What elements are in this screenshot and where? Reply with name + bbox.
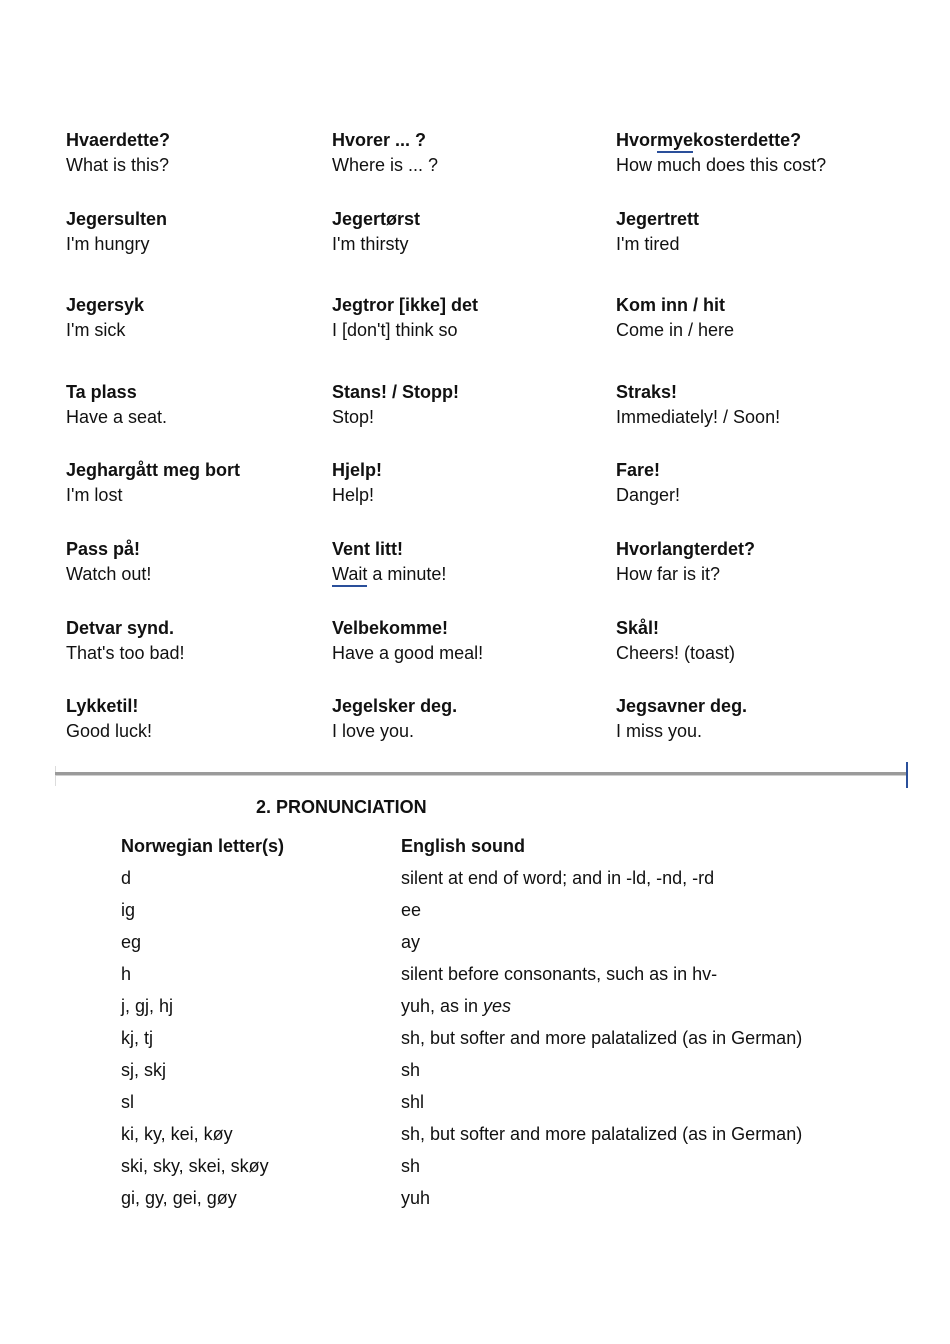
phrase-norwegian: Stans! / Stopp! <box>332 382 459 402</box>
phrase-item <box>66 694 152 744</box>
section-title: 2. PRONUNCIATION <box>256 797 427 817</box>
pronunciation-sound: sh <box>401 1156 421 1176</box>
pronunciation-sound <box>401 994 511 1018</box>
phrase-item <box>66 380 167 430</box>
pronunciation-letters: sj, skj <box>121 1060 166 1080</box>
divider-edge <box>55 766 56 786</box>
phrase-english: Stop! <box>332 407 375 427</box>
phrase-item <box>616 293 734 343</box>
column-header-sound: English sound <box>401 836 525 856</box>
phrase-english: Have a good meal! <box>332 643 484 663</box>
phrase-norwegian: Jegersyk <box>66 295 145 315</box>
phrase-norwegian <box>616 128 826 153</box>
spellcheck-underlined-word: mye <box>657 130 693 153</box>
phrase-item <box>616 458 680 508</box>
phrase-item <box>616 537 755 587</box>
pronunciation-sound: silent before consonants, such as in hv- <box>401 964 718 984</box>
phrase-norwegian: Jegtror [ikke] det <box>332 295 479 315</box>
pronunciation-letters: ki, ky, kei, køy <box>121 1124 233 1144</box>
pronunciation-letters: d <box>121 868 132 888</box>
pronunciation-sound: yuh <box>401 1188 431 1208</box>
pronunciation-sound: shl <box>401 1092 425 1112</box>
pronunciation-letters: gi, gy, gei, gøy <box>121 1188 237 1208</box>
phrase-item <box>332 380 459 430</box>
phrase-norwegian: Kom inn / hit <box>616 295 725 315</box>
phrase-norwegian: Jegsavner deg. <box>616 696 748 716</box>
phrase-item <box>332 537 446 587</box>
phrase-norwegian: Jeghargått meg bort <box>66 460 241 480</box>
pronunciation-letters: j, gj, hj <box>121 996 174 1016</box>
phrase-item <box>66 128 170 178</box>
phrase-english: Have a seat. <box>66 407 168 427</box>
phrase-item <box>332 207 420 257</box>
phrase-english <box>332 562 446 587</box>
phrase-english: That's too bad! <box>66 643 185 663</box>
phrase-norwegian: Fare! <box>616 460 661 480</box>
pronunciation-letters: sl <box>121 1092 134 1112</box>
phrase-english: Where is ... ? <box>332 155 439 175</box>
phrase-item <box>616 128 826 178</box>
pronunciation-sound: ay <box>401 932 421 952</box>
pronunciation-sound: silent at end of word; and in -ld, -nd, -rd <box>401 868 715 888</box>
pronunciation-sound: ee <box>401 900 422 920</box>
phrase-item <box>66 458 240 508</box>
phrase-english: I'm lost <box>66 485 123 505</box>
phrase-norwegian: Hvaerdette? <box>66 130 171 150</box>
phrase-english: I'm tired <box>616 234 680 254</box>
spellcheck-underlined-word: Wait <box>332 564 367 587</box>
phrase-english: I love you. <box>332 721 415 741</box>
phrase-norwegian: Jegelsker deg. <box>332 696 458 716</box>
phrase-english: How much does this cost? <box>616 155 827 175</box>
phrase-item <box>616 694 747 744</box>
pronunciation-sound: sh <box>401 1060 421 1080</box>
phrase-norwegian: Straks! <box>616 382 678 402</box>
phrase-english: How far is it? <box>616 564 721 584</box>
phrase-english: I [don't] think so <box>332 320 458 340</box>
phrase-item <box>332 293 478 343</box>
phrase-english: Help! <box>332 485 375 505</box>
phrase-english: Cheers! (toast) <box>616 643 736 663</box>
phrase-item <box>616 207 699 257</box>
phrase-english: I'm sick <box>66 320 126 340</box>
phrase-norwegian: Vent litt! <box>332 539 403 559</box>
phrase-norwegian-part: Hvor <box>616 130 658 150</box>
phrase-item <box>616 380 780 430</box>
phrase-norwegian: Pass på! <box>66 539 141 559</box>
pronunciation-letters: h <box>121 964 132 984</box>
phrase-norwegian: Hjelp! <box>332 460 383 480</box>
phrase-english: What is this? <box>66 155 170 175</box>
phrase-norwegian: Ta plass <box>66 382 137 402</box>
phrase-english: I'm thirsty <box>332 234 409 254</box>
phrase-norwegian: Velbekomme! <box>332 618 449 638</box>
column-header-letters: Norwegian letter(s) <box>121 836 285 856</box>
phrase-english: I'm hungry <box>66 234 150 254</box>
pronunciation-letters: kj, tj <box>121 1028 154 1048</box>
phrase-norwegian: Hvorlangterdet? <box>616 539 756 559</box>
phrase-english: Good luck! <box>66 721 153 741</box>
phrase-item <box>616 616 735 666</box>
horizontal-divider <box>55 772 906 776</box>
pronunciation-sound: sh, but softer and more palatalized (as in German) <box>401 1028 803 1048</box>
phrase-english: Danger! <box>616 485 681 505</box>
pronunciation-letters: eg <box>121 932 142 952</box>
phrase-english: Watch out! <box>66 564 152 584</box>
phrase-english: Immediately! / Soon! <box>616 407 781 427</box>
phrase-item <box>66 616 185 666</box>
phrase-norwegian: Detvar synd. <box>66 618 175 638</box>
phrase-norwegian: Jegertørst <box>332 209 421 229</box>
pronunciation-sound-part: yuh, as in <box>401 996 484 1016</box>
phrase-item <box>332 458 382 508</box>
phrase-english: I miss you. <box>616 721 703 741</box>
text-cursor <box>906 762 908 788</box>
phrase-norwegian: Jegertrett <box>616 209 700 229</box>
phrase-english-part: a minute! <box>367 564 447 584</box>
pronunciation-example-word: yes <box>483 996 512 1016</box>
phrase-norwegian: Skål! <box>616 618 660 638</box>
pronunciation-letters: ski, sky, skei, skøy <box>121 1156 269 1176</box>
phrase-item <box>66 207 167 257</box>
phrase-norwegian: Hvorer ... ? <box>332 130 427 150</box>
phrase-item <box>66 537 151 587</box>
phrase-english: Come in / here <box>616 320 735 340</box>
phrase-norwegian-part: kosterdette? <box>693 130 802 150</box>
pronunciation-letters: ig <box>121 900 136 920</box>
phrase-item <box>332 128 438 178</box>
phrase-item <box>332 694 457 744</box>
phrase-item <box>66 293 144 343</box>
phrase-norwegian: Jegersulten <box>66 209 168 229</box>
phrase-item <box>332 616 483 666</box>
phrase-norwegian: Lykketil! <box>66 696 139 716</box>
pronunciation-sound: sh, but softer and more palatalized (as in German) <box>401 1124 803 1144</box>
